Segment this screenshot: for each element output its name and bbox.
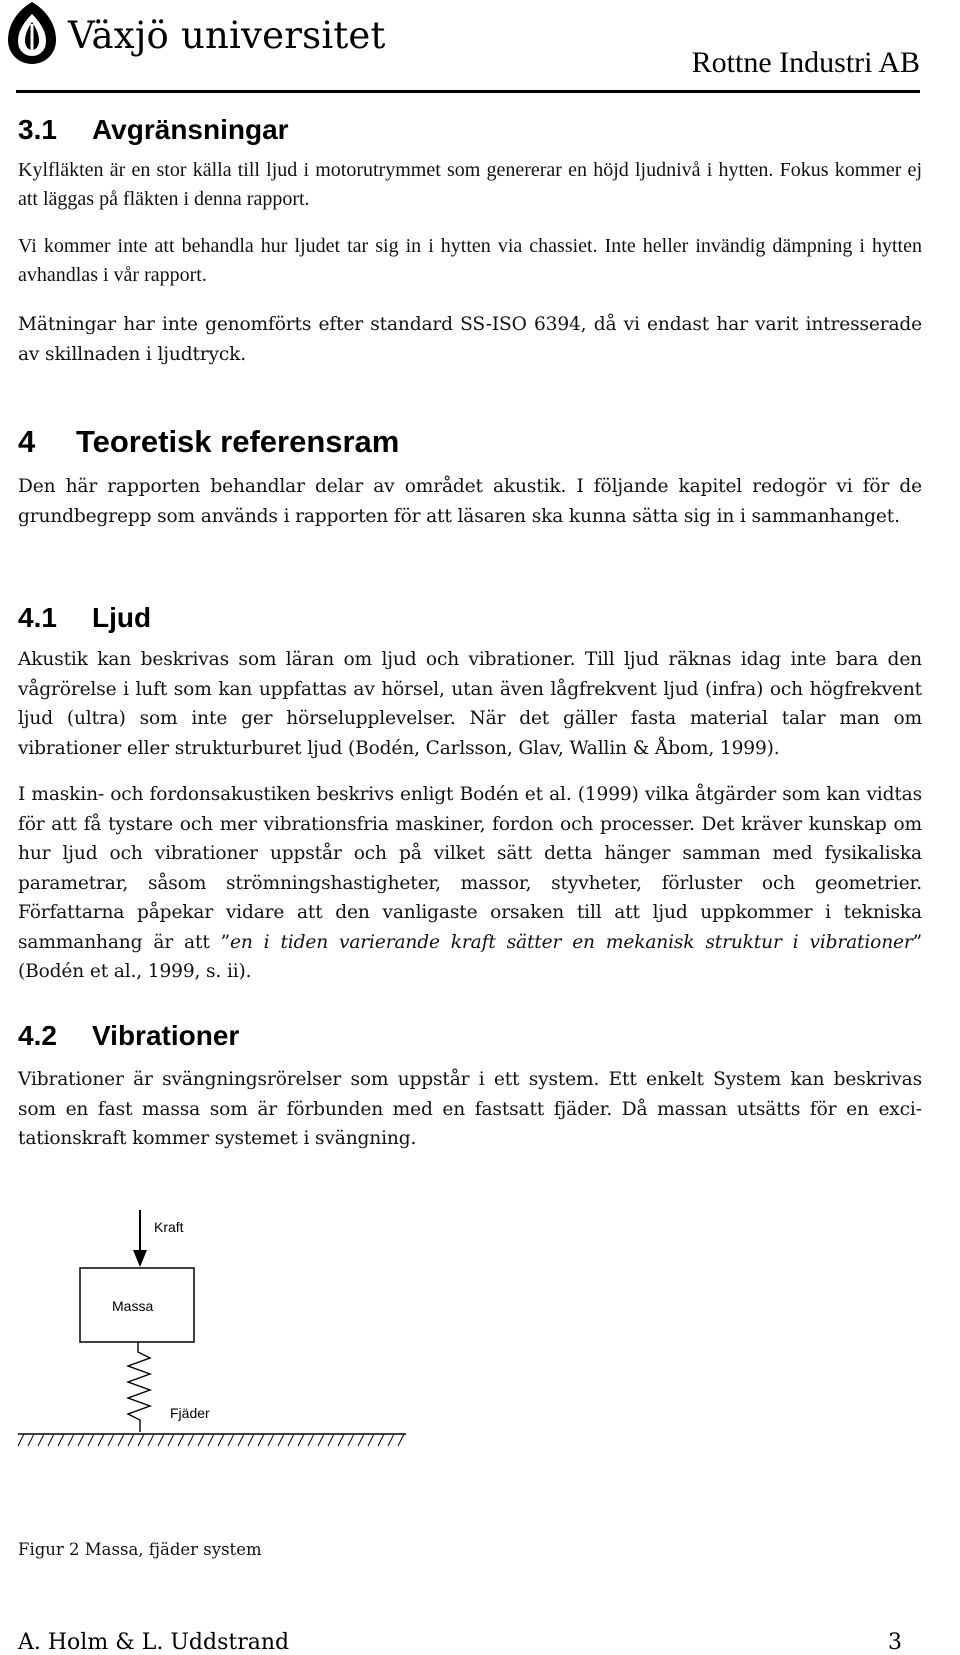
mass-spring-diagram bbox=[0, 1200, 420, 1500]
paragraph: Vi kommer inte att behandla hur ljudet tar sig in i hytten via chassiet. Inte heller invändig dämpning i hytten avhandlas i vår rapport. bbox=[18, 235, 922, 286]
footer-authors: A. Holm & L. Uddstrand bbox=[18, 1630, 290, 1655]
mass-label: Massa bbox=[112, 1298, 154, 1314]
section-heading-4-2 bbox=[18, 1020, 239, 1052]
section-heading-3-1 bbox=[18, 114, 289, 146]
company-name: Rottne Industri AB bbox=[691, 46, 920, 79]
section-number: 4.2 bbox=[18, 1020, 57, 1051]
university-logo-icon bbox=[4, 0, 60, 66]
page-number: 3 bbox=[888, 1630, 902, 1655]
section-title: Teoretisk referensram bbox=[76, 424, 400, 459]
paragraph-text: ” (Bodén et al., 1999, s. ii). bbox=[18, 931, 922, 982]
section-heading-4-1 bbox=[18, 602, 151, 634]
spring bbox=[128, 1342, 150, 1432]
page-header bbox=[0, 0, 960, 90]
quote-text: en i tiden varierande kraft sätter en mekanisk struktur i vibrationer bbox=[230, 931, 913, 953]
header-rule bbox=[16, 90, 920, 93]
force-arrow-head bbox=[133, 1250, 147, 1267]
section-number: 4 bbox=[18, 424, 36, 459]
section-heading-4 bbox=[18, 424, 399, 460]
section-title: Vibrationer bbox=[92, 1020, 240, 1051]
section-title: Ljud bbox=[92, 602, 152, 633]
force-label: Kraft bbox=[154, 1219, 184, 1235]
paragraph: Vibrationer är svängningsrörelser som uppstår i ett system. Ett enkelt System kan beskrivas som en fast massa som är förbunden med en fastsatt fjäder. Då massan utsätts för en excitationskraft kommer systemet i svängning. bbox=[18, 1069, 922, 1149]
section-title: Avgränsningar bbox=[92, 114, 289, 145]
paragraph bbox=[18, 780, 922, 987]
figure-caption: Figur 2 Massa, fjäder system bbox=[18, 1540, 262, 1559]
paragraph: Kylfläkten är en stor källa till ljud i motorutrymmet som genererar en höjd ljudnivå i hytten. Fokus kommer ej att läggas på fläkten i denna rapport. bbox=[18, 159, 922, 210]
paragraph: Akustik kan beskrivas som läran om ljud och vibrationer. Till ljud räknas idag inte bara den vågrörelse i luft som kan uppfattas av hörsel, utan även lågfrekvent ljud (infra) och högfrekvent ljud (ultra) som inte ger hörselupplevelser. När det gäller fasta material talar man om vibrationer eller strukturburet ljud (Bodén, Carlsson, Glav, Wallin & Åbom, 1999). bbox=[18, 649, 922, 759]
paragraph: Mätningar har inte genomförts efter standard SS-ISO 6394, då vi endast har varit intresserade av skillnaden i ljudtryck. bbox=[18, 314, 922, 365]
ground-hatching bbox=[18, 1434, 404, 1446]
section-number: 3.1 bbox=[18, 114, 57, 145]
paragraph: Den här rapporten behandlar delar av området akustik. I följande kapitel redogör vi för de grundbegrepp som används i rapporten för att läsaren ska kunna sätta sig in i sammanhanget. bbox=[18, 476, 922, 527]
paragraph-text: I maskin- och fordonsakustiken beskrivs enligt Bodén et al. (1999) vilka åtgärder som kan vidtas för att få tystare och mer vibrationsfria maskiner, fordon och processer. Det kräver kunskap om hur ljud och vibrationer uppstår och på vilket sätt detta hänger samman med fysikaliska parametrar, såsom strömningshastigheter, massor, styvheter, förluster och geometrier. Författarna påpekar vidare att den vanligaste orsaken till att ljud uppkommer i tekniska sammanhang är att ” bbox=[18, 784, 922, 953]
university-name: Växjö universitet bbox=[68, 14, 386, 57]
section-number: 4.1 bbox=[18, 602, 57, 633]
spring-label: Fjäder bbox=[170, 1405, 210, 1421]
